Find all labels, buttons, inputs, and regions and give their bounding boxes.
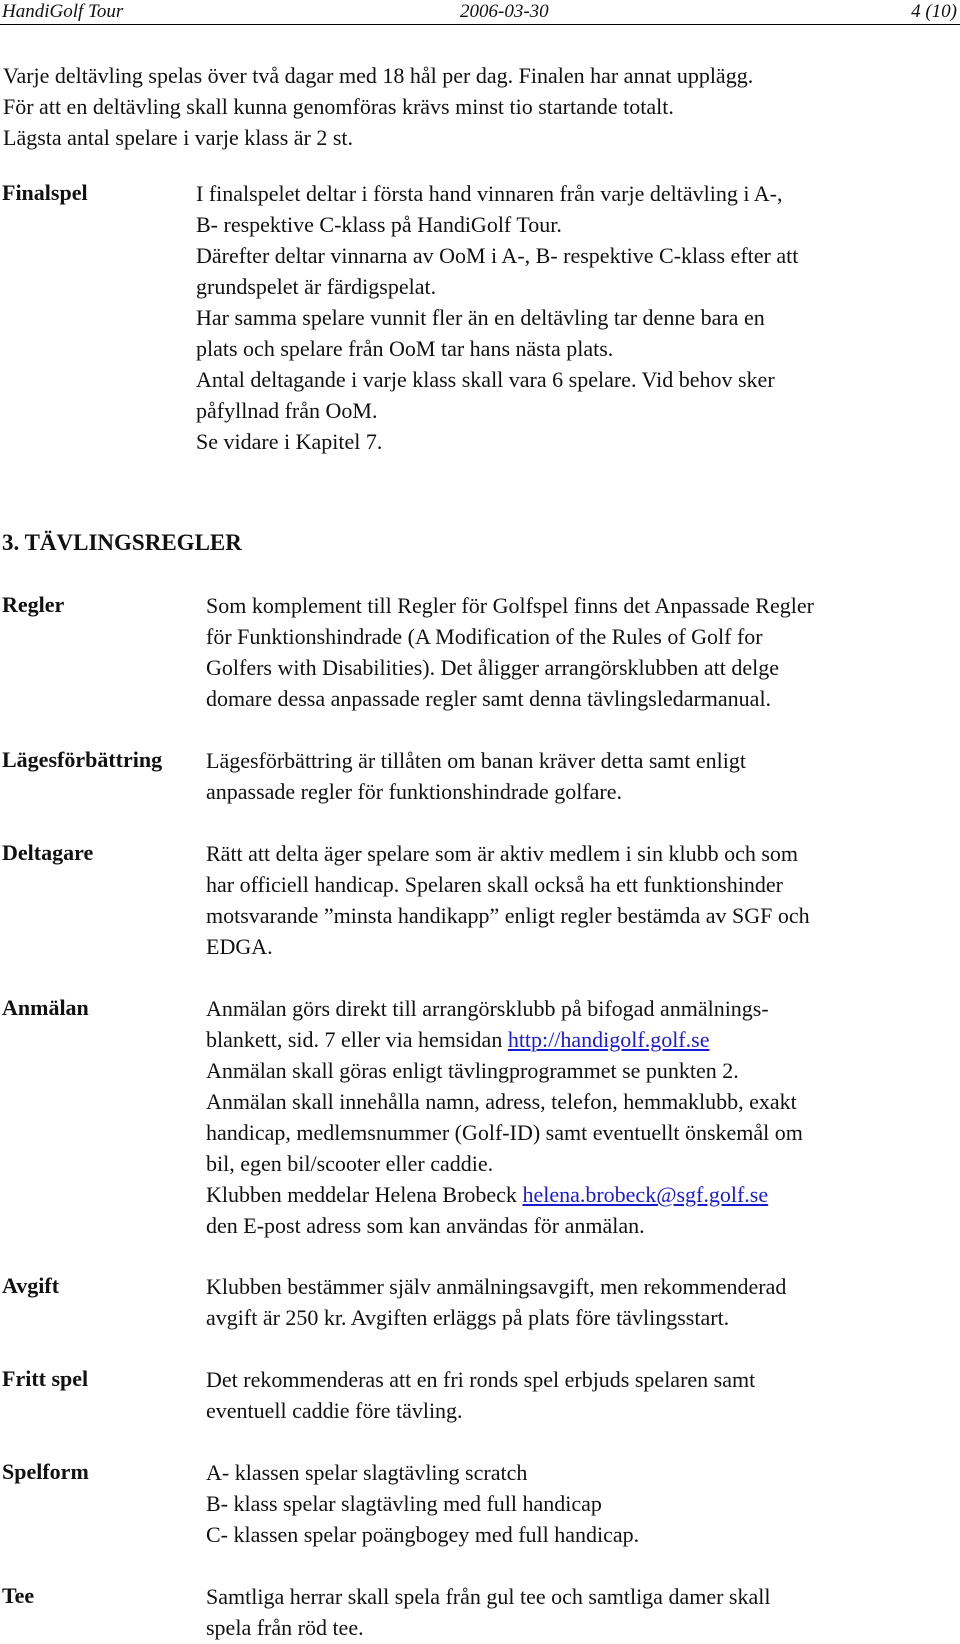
finalspel-line: plats och spelare från OoM tar hans nästa plats.	[196, 336, 614, 361]
email-link[interactable]: helena.brobeck@sgf.golf.se	[522, 1182, 769, 1207]
homepage-link[interactable]: http://handigolf.golf.se	[507, 1027, 710, 1052]
anmalan-line: bil, egen bil/scooter eller caddie.	[206, 1151, 494, 1176]
deltagare-body	[206, 838, 810, 962]
regler-line: för Funktionshindrade (A Modification of the Rules of Golf for	[206, 624, 763, 649]
anmalan-line-text: Klubben meddelar Helena Brobeck	[206, 1182, 523, 1207]
finalspel-line: Därefter deltar vinnarna av OoM i A-, B- respektive C-klass efter att	[196, 243, 799, 268]
lagesforbattring-body	[206, 745, 746, 807]
lagesforbattring-line: anpassade regler för funktionshindrade golfare.	[206, 779, 623, 804]
avgift-line: Klubben bestämmer själv anmälningsavgift, men rekommenderad	[206, 1274, 787, 1299]
anmalan-line: Anmälan görs direkt till arrangörsklubb på bifogad anmälnings-	[206, 996, 769, 1021]
finalspel-line: I finalspelet deltar i första hand vinnaren från varje deltävling i A-,	[196, 181, 783, 206]
tee-body	[206, 1581, 770, 1643]
anmalan-label: Anmälan	[2, 995, 89, 1020]
tee-line: Samtliga herrar skall spela från gul tee och samtliga damer skall	[206, 1584, 771, 1609]
deltagare-line: EDGA.	[206, 934, 273, 959]
avgift-line: avgift är 250 kr. Avgiften erläggs på plats före tävlingsstart.	[206, 1305, 730, 1330]
finalspel-label: Finalspel	[2, 180, 88, 205]
fritt-spel-label: Fritt spel	[2, 1366, 89, 1391]
fritt-spel-line: Det rekommenderas att en fri ronds spel erbjuds spelaren samt	[206, 1367, 756, 1392]
regler-label: Regler	[2, 592, 65, 617]
finalspel-body	[196, 178, 798, 457]
intro-line: Varje deltävling spelas över två dagar med 18 hål per dag. Finalen har annat upplägg.	[3, 63, 754, 88]
fritt-spel-body	[206, 1364, 755, 1426]
regler-line: domare dessa anpassade regler samt denna tävlingsledarmanual.	[206, 686, 772, 711]
regler-body	[206, 590, 814, 714]
anmalan-line	[206, 1024, 803, 1055]
finalspel-line: B- respektive C-klass på HandiGolf Tour.	[196, 212, 562, 237]
finalspel-line: Antal deltagande i varje klass skall vara 6 spelare. Vid behov sker	[196, 367, 775, 392]
anmalan-line: handicap, medlemsnummer (Golf-ID) samt eventuellt önskemål om	[206, 1120, 803, 1145]
anmalan-line: Anmälan skall göras enligt tävlingprogrammet se punkten 2.	[206, 1058, 739, 1083]
spelform-line: A- klassen spelar slagtävling scratch	[206, 1460, 528, 1485]
anmalan-line: den E-post adress som kan användas för anmälan.	[206, 1213, 645, 1238]
header-page-number: 4 (10)	[911, 1, 957, 22]
finalspel-line: grundspelet är färdigspelat.	[196, 274, 437, 299]
avgift-label: Avgift	[2, 1273, 60, 1298]
lagesforbattring-line: Lägesförbättring är tillåten om banan kräver detta samt enligt	[206, 748, 747, 773]
spelform-line: B- klass spelar slagtävling med full handicap	[206, 1491, 602, 1516]
tee-label: Tee	[2, 1583, 35, 1608]
page-header	[0, 0, 960, 25]
intro-paragraph	[3, 60, 753, 153]
regler-line: Golfers with Disabilities). Det åligger arrangörsklubben att delge	[206, 655, 780, 680]
anmalan-line	[206, 1179, 803, 1210]
deltagare-line: har officiell handicap. Spelaren skall också ha ett funktionshinder	[206, 872, 783, 897]
anmalan-line: Anmälan skall innehålla namn, adress, telefon, hemmaklubb, exakt	[206, 1089, 797, 1114]
finalspel-line: Se vidare i Kapitel 7.	[196, 429, 383, 454]
lagesforbattring-label: Lägesförbättring	[2, 747, 163, 772]
finalspel-line: påfyllnad från OoM.	[196, 398, 378, 423]
deltagare-line: motsvarande ”minsta handikapp” enligt regler bestämda av SGF och	[206, 903, 810, 928]
tee-line: spela från röd tee.	[206, 1615, 364, 1640]
regler-line: Som komplement till Regler för Golfspel finns det Anpassade Regler	[206, 593, 814, 618]
deltagare-line: Rätt att delta äger spelare som är aktiv medlem i sin klubb och som	[206, 841, 799, 866]
finalspel-line: Har samma spelare vunnit fler än en deltävling tar denne bara en	[196, 305, 765, 330]
deltagare-label: Deltagare	[2, 840, 94, 865]
anmalan-line-text: blankett, sid. 7 eller via hemsidan	[206, 1027, 508, 1052]
chapter-heading: 3. TÄVLINGSREGLER	[2, 530, 242, 555]
intro-line: Lägsta antal spelare i varje klass är 2 st.	[3, 125, 354, 150]
spelform-label: Spelform	[2, 1459, 89, 1484]
anmalan-body	[206, 993, 803, 1241]
spelform-line: C- klassen spelar poängbogey med full handicap.	[206, 1522, 640, 1547]
fritt-spel-line: eventuell caddie före tävling.	[206, 1398, 463, 1423]
header-date: 2006-03-30	[460, 1, 549, 22]
spelform-body	[206, 1457, 639, 1550]
header-title: HandiGolf Tour	[2, 1, 124, 22]
avgift-body	[206, 1271, 786, 1333]
intro-line: För att en deltävling skall kunna genomföras krävs minst tio startande totalt.	[3, 94, 674, 119]
